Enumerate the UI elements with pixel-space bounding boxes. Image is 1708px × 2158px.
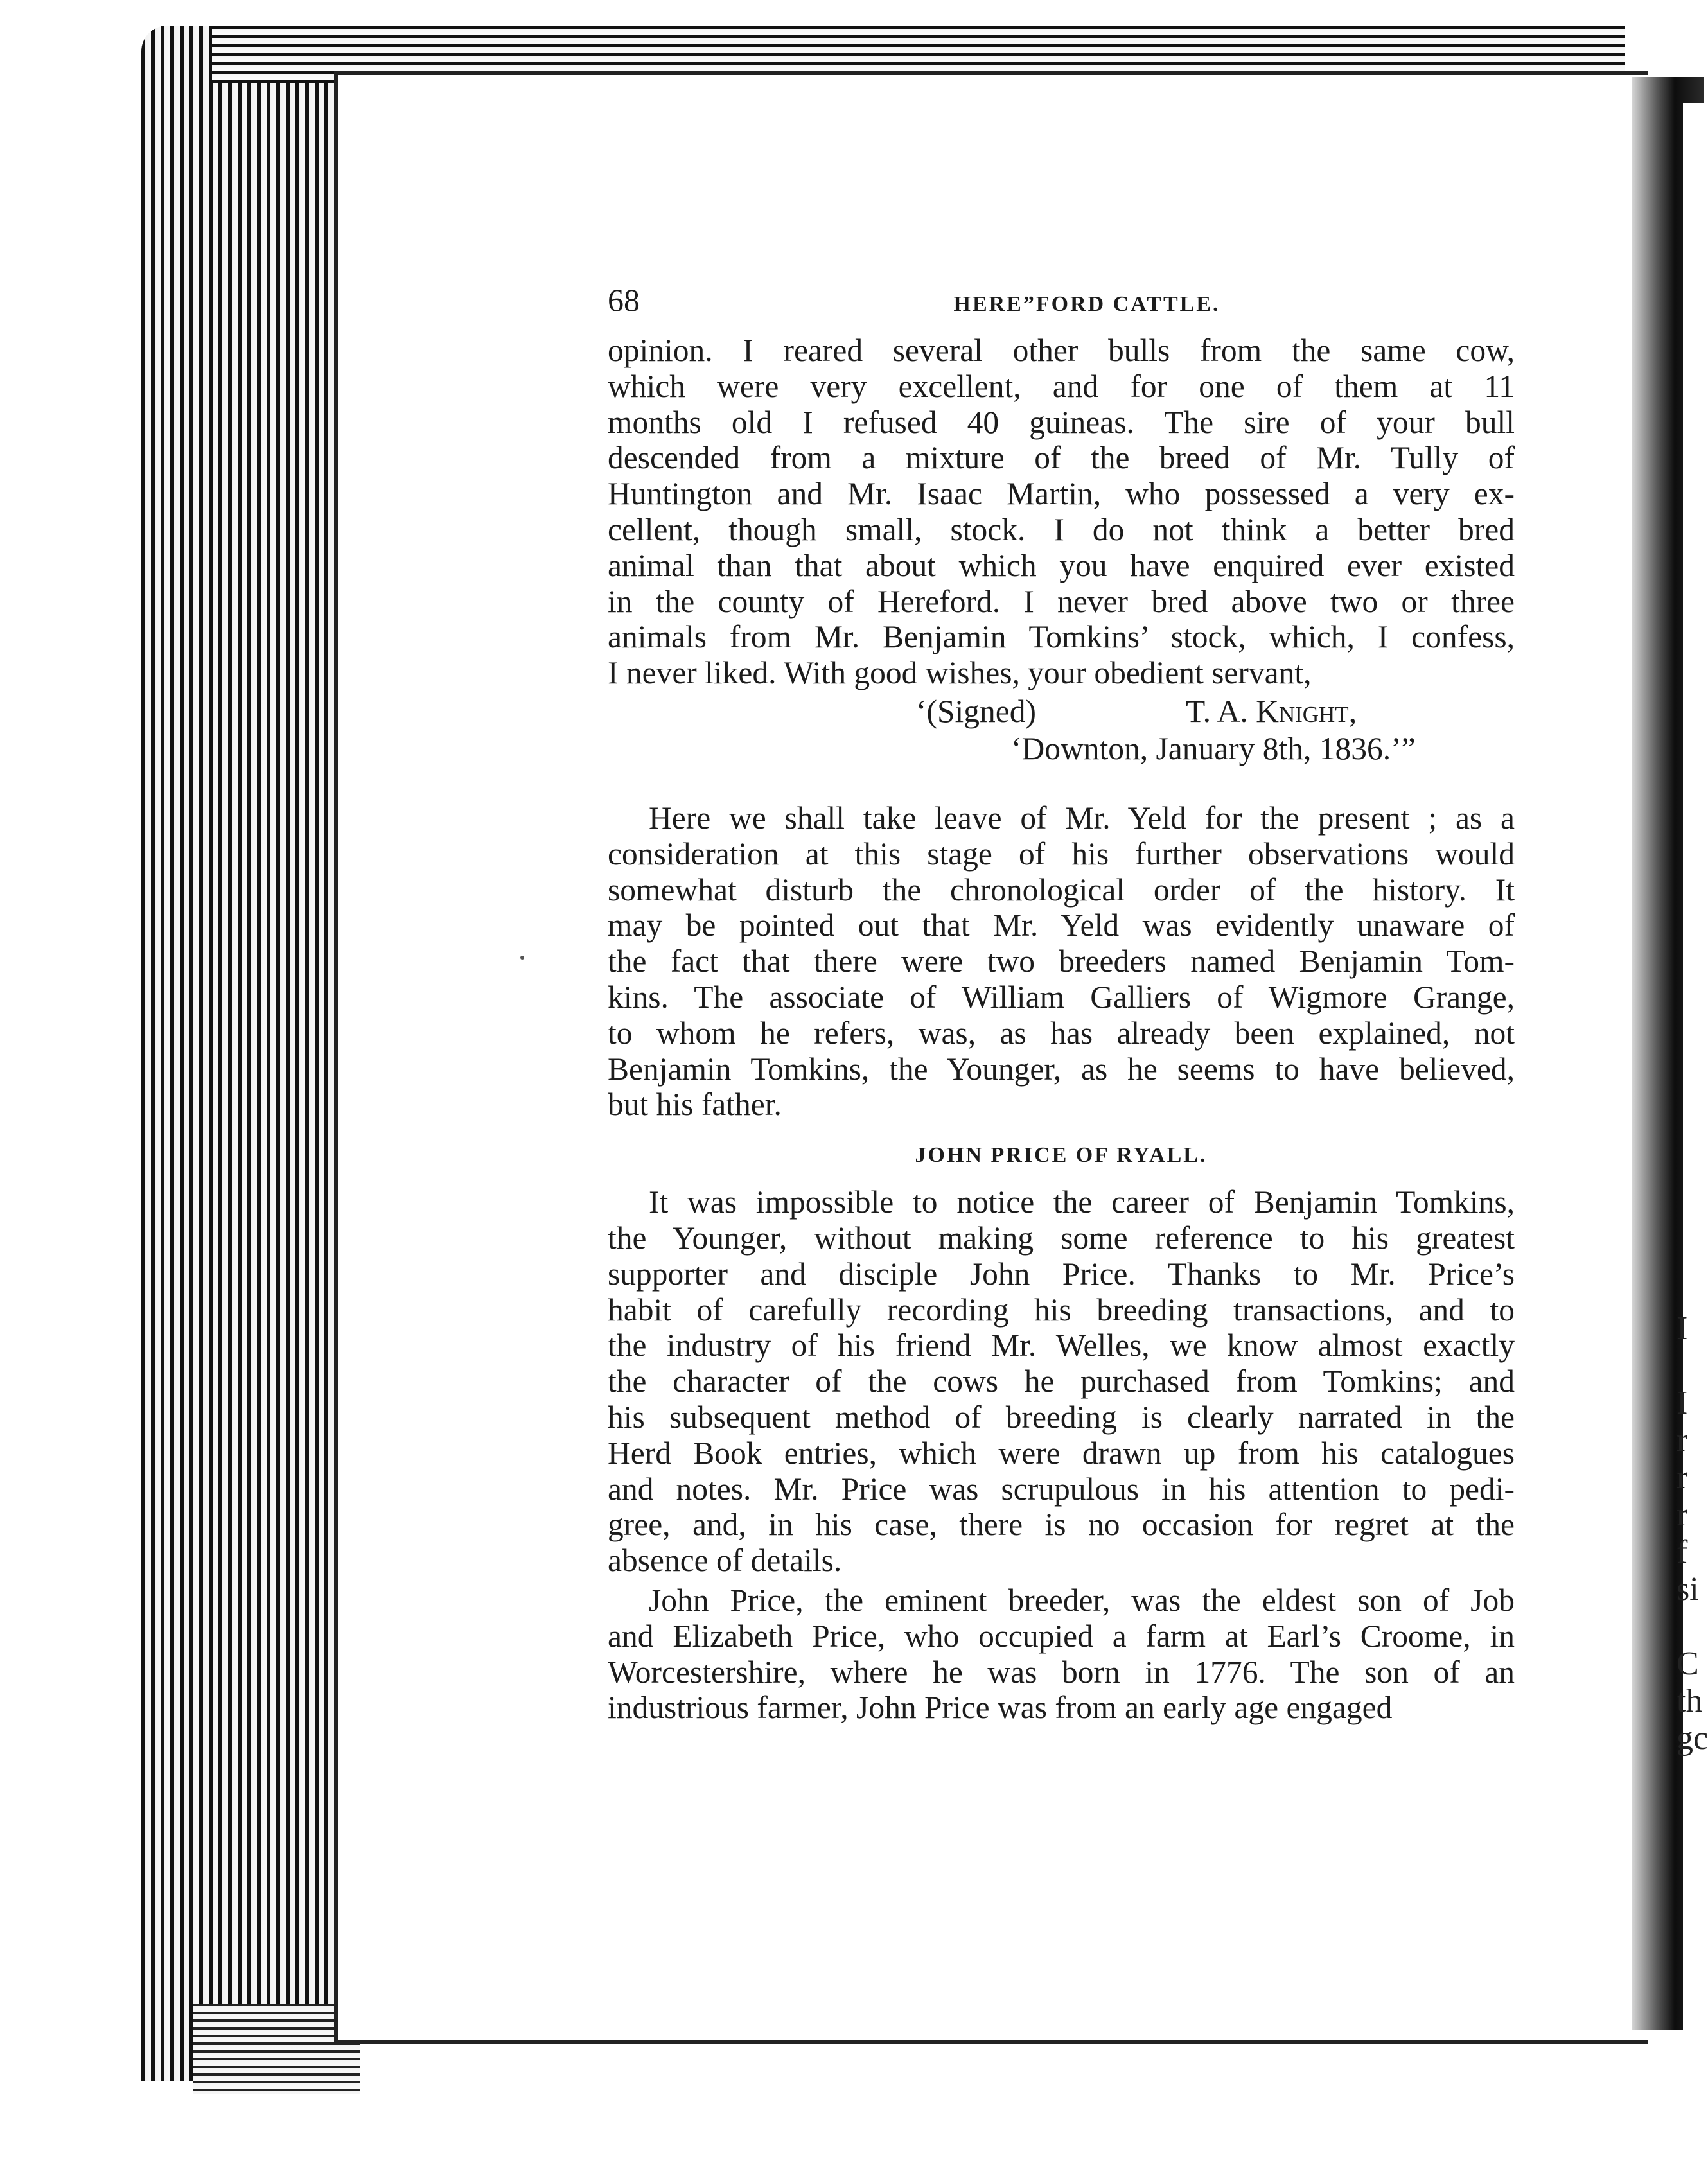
paragraph-price-intro	[608, 1184, 1515, 1579]
text-line: the industry of his friend Mr. Welles, we know almost exactly	[608, 1328, 1515, 1364]
text-line: I never liked. With good wishes, your obedient servant,	[608, 655, 1312, 691]
text-line: It was impossible to notice the career of Benjamin Tomkins,	[649, 1184, 1515, 1220]
page-number: 68	[608, 282, 640, 318]
text-line: Benjamin Tomkins, the Younger, as he seems to have believed,	[608, 1051, 1515, 1087]
text-line: animal than that about which you have enquired ever existed	[608, 547, 1515, 583]
text-line: consideration at this stage of his further observations would	[608, 836, 1515, 872]
next-page-fragment: f	[1677, 1534, 1688, 1570]
text-line: the Younger, without making some reference to his greatest	[608, 1220, 1515, 1256]
text-line: absence of details.	[608, 1543, 842, 1579]
text-line: Here we shall take leave of Mr. Yeld for the present ; as a	[649, 800, 1515, 836]
next-page-fragment: C	[1677, 1645, 1699, 1682]
paragraph-price-biography	[608, 1583, 1515, 1726]
book-page-edges	[141, 26, 360, 2081]
text-line: to whom he refers, was, as has already been explained, not	[608, 1015, 1515, 1051]
text-line: opinion. I reared several other bulls from the same cow,	[608, 333, 1515, 368]
section-heading: JOHN PRICE OF RYALL.	[915, 1143, 1208, 1168]
text-line: in the county of Hereford. I never bred above two or three	[608, 583, 1515, 619]
next-page-fragment: I	[1677, 1310, 1688, 1347]
paragraph-letter-continuation	[608, 333, 1515, 691]
scan-background-top	[212, 0, 1704, 26]
next-page-fragment	[1677, 1347, 1704, 1385]
text-line: Huntington and Mr. Isaac Martin, who possessed a very ex-	[608, 476, 1515, 512]
ink-speck	[520, 956, 524, 960]
text-line: supporter and disciple John Price. Thanks to Mr. Price’s	[608, 1256, 1515, 1292]
paragraph-leave-of-yeld	[608, 800, 1515, 1123]
text-line: descended from a mixture of the breed of Mr. Tully of	[608, 440, 1515, 476]
page-text-block	[608, 283, 1515, 1726]
signer-name: T. A. Knight,	[1186, 693, 1357, 729]
text-line: John Price, the eminent breeder, was the eldest son of Job	[649, 1582, 1515, 1618]
text-line: kins. The associate of William Galliers of Wigmore Grange,	[608, 979, 1515, 1015]
next-page-fragment: r	[1677, 1496, 1688, 1533]
next-page-fragment: r	[1677, 1459, 1688, 1496]
running-head	[608, 283, 1515, 333]
text-line: the character of the cows he purchased from Tomkins; and	[608, 1364, 1515, 1399]
text-line: but his father.	[608, 1087, 782, 1123]
letter-date-line	[608, 731, 1515, 768]
text-line: may be pointed out that Mr. Yeld was evidently unaware of	[608, 908, 1515, 943]
text-line: his subsequent method of breeding is clearly narrated in the	[608, 1399, 1515, 1435]
text-line: which were very excellent, and for one of them at 11	[608, 368, 1515, 404]
text-line: animals from Mr. Benjamin Tomkins’ stock, which, I confess,	[608, 619, 1515, 655]
text-line: months old I refused 40 guineas. The sire of your bull	[608, 404, 1515, 440]
text-line: cellent, though small, stock. I do not think a better bred	[608, 511, 1515, 547]
text-line: gree, and, in his case, there is no occasion for regret at the	[608, 1507, 1515, 1543]
running-title: HERE”FORD CATTLE.	[953, 292, 1220, 316]
next-page-fragment: r	[1677, 1422, 1688, 1459]
text-line: Herd Book entries, which were drawn up from his catalogues	[608, 1435, 1515, 1471]
next-page-fragments	[1677, 1310, 1708, 1757]
text-line: habit of carefully recording his breeding transactions, and to	[608, 1292, 1515, 1328]
signature-line	[608, 694, 1515, 731]
letter-date: ‘Downton, January 8th, 1836.’”	[1011, 730, 1416, 766]
next-page-fragment: I	[1677, 1385, 1688, 1421]
next-page-fragment: si	[1677, 1571, 1699, 1608]
signed-label: ‘(Signed)	[916, 693, 1036, 729]
text-line: and notes. Mr. Price was scrupulous in his attention to pedi-	[608, 1471, 1515, 1507]
next-page-fragment: gc	[1677, 1720, 1708, 1757]
text-line: somewhat disturb the chronological order of the history. It	[608, 872, 1515, 908]
text-line: and Elizabeth Price, who occupied a farm at Earl’s Croome, in	[608, 1618, 1515, 1654]
text-line: the fact that there were two breeders named Benjamin Tom-	[608, 943, 1515, 979]
next-page-fragment: th	[1677, 1683, 1703, 1719]
next-page-fragment	[1677, 1608, 1704, 1645]
text-line: Worcestershire, where he was born in 1776. The son of an	[608, 1654, 1515, 1690]
text-line: industrious farmer, John Price was from an early age engaged	[608, 1690, 1393, 1726]
